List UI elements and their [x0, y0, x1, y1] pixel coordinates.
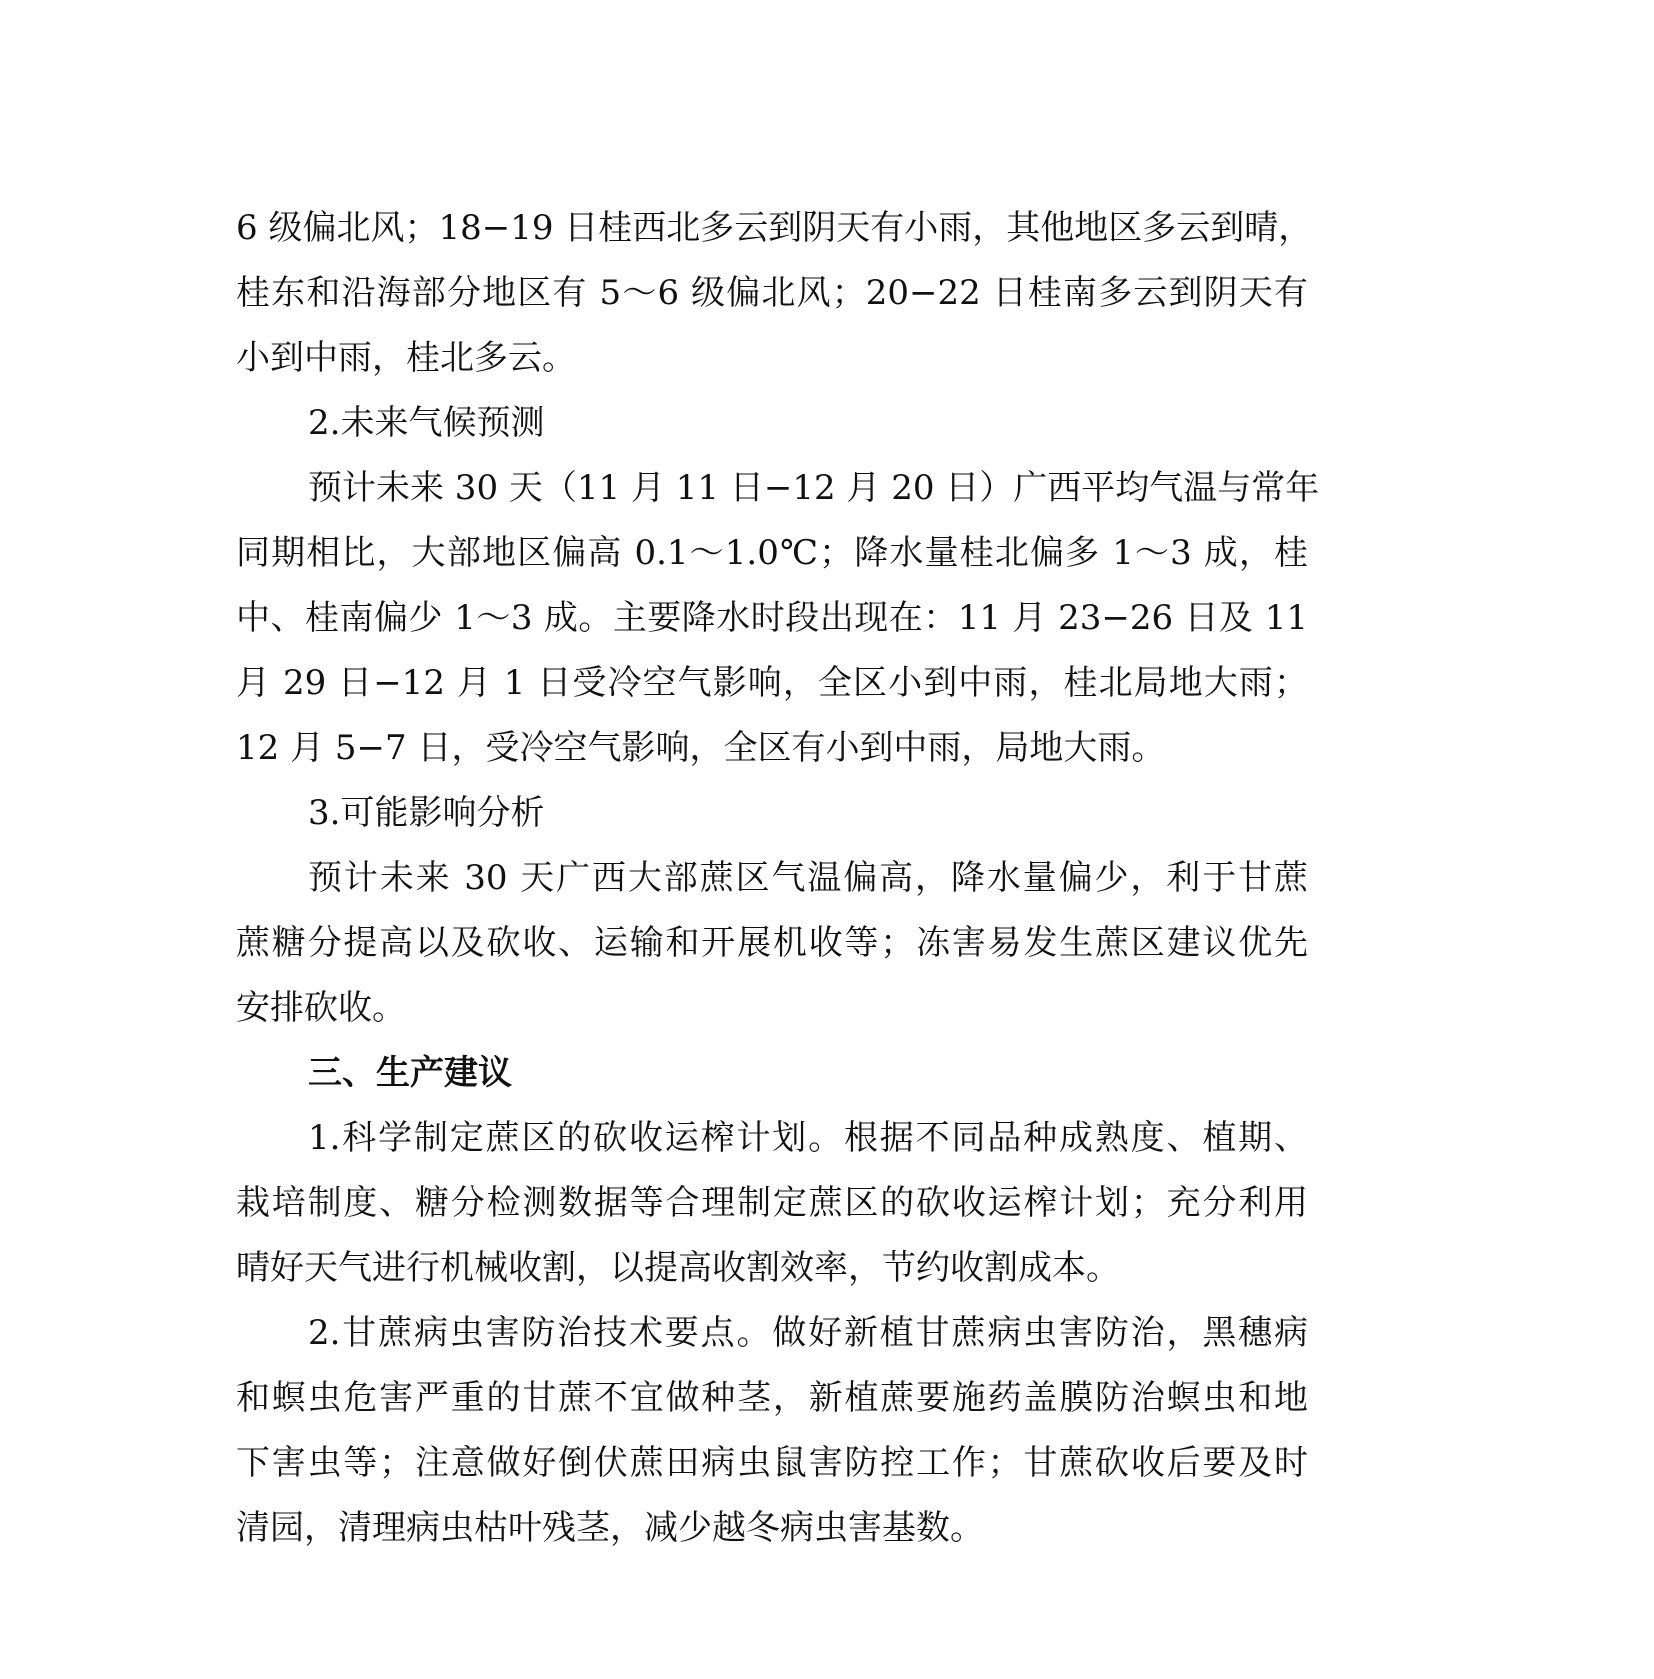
- text-line: 蔗糖分提高以及砍收、运输和开展机收等；冻害易发生蔗区建议优先: [236, 923, 1308, 963]
- text-line: 预计未来 30 天广西大部蔗区气温偏高，降水量偏少，利于甘蔗: [308, 858, 1308, 898]
- text-line: 预计未来 30 天（11 月 11 日−12 月 20 日）广西平均气温与常年: [308, 468, 1320, 508]
- text-line: 6 级偏北风；18−19 日桂西北多云到阴天有小雨，其他地区多云到晴，: [236, 208, 1313, 248]
- section-heading-production-advice: 三、生产建议: [308, 1053, 512, 1093]
- text-line: 2.甘蔗病虫害防治技术要点。做好新植甘蔗病虫害防治，黑穗病: [308, 1313, 1308, 1353]
- text-line: 桂东和沿海部分地区有 5～6 级偏北风；20−22 日桂南多云到阴天有: [236, 273, 1308, 313]
- text-line: 晴好天气进行机械收割，以提高收割效率，节约收割成本。: [236, 1248, 1120, 1288]
- text-line: 安排砍收。: [236, 988, 406, 1028]
- page-content: [236, 196, 1320, 1561]
- paragraph-impact-analysis: [236, 846, 1308, 1041]
- text-line: 12 月 5−7 日，受冷空气影响，全区有小到中雨，局地大雨。: [236, 728, 1166, 768]
- paragraph-advice-harvest-plan: [236, 1106, 1308, 1301]
- text-line: 下害虫等；注意做好倒伏蔗田病虫鼠害防控工作；甘蔗砍收后要及时: [236, 1443, 1308, 1483]
- text-line: 清园，清理病虫枯叶残茎，减少越冬病虫害基数。: [236, 1508, 984, 1548]
- text-line: 和螟虫危害严重的甘蔗不宜做种茎，新植蔗要施药盖膜防治螟虫和地: [236, 1378, 1308, 1418]
- text-line: 小到中雨，桂北多云。: [236, 338, 576, 378]
- text-line: 中、桂南偏少 1～3 成。主要降水时段出现在：11 月 23−26 日及 11: [236, 598, 1308, 638]
- subsection-title-impact-analysis: 3.可能影响分析: [308, 793, 545, 833]
- text-line: 同期相比，大部地区偏高 0.1～1.0℃；降水量桂北偏多 1～3 成，桂: [236, 533, 1308, 573]
- paragraph-advice-pest-control: [236, 1301, 1308, 1561]
- paragraph-climate-forecast: [236, 456, 1320, 781]
- text-line: 月 29 日−12 月 1 日受冷空气影响，全区小到中雨，桂北局地大雨；: [236, 663, 1308, 703]
- paragraph-weather-continued: [236, 196, 1313, 391]
- text-line: 1.科学制定蔗区的砍收运榨计划。根据不同品种成熟度、植期、: [308, 1118, 1308, 1158]
- text-line: 栽培制度、糖分检测数据等合理制定蔗区的砍收运榨计划；充分利用: [236, 1183, 1308, 1223]
- subsection-title-climate-forecast: 2.未来气候预测: [308, 403, 545, 443]
